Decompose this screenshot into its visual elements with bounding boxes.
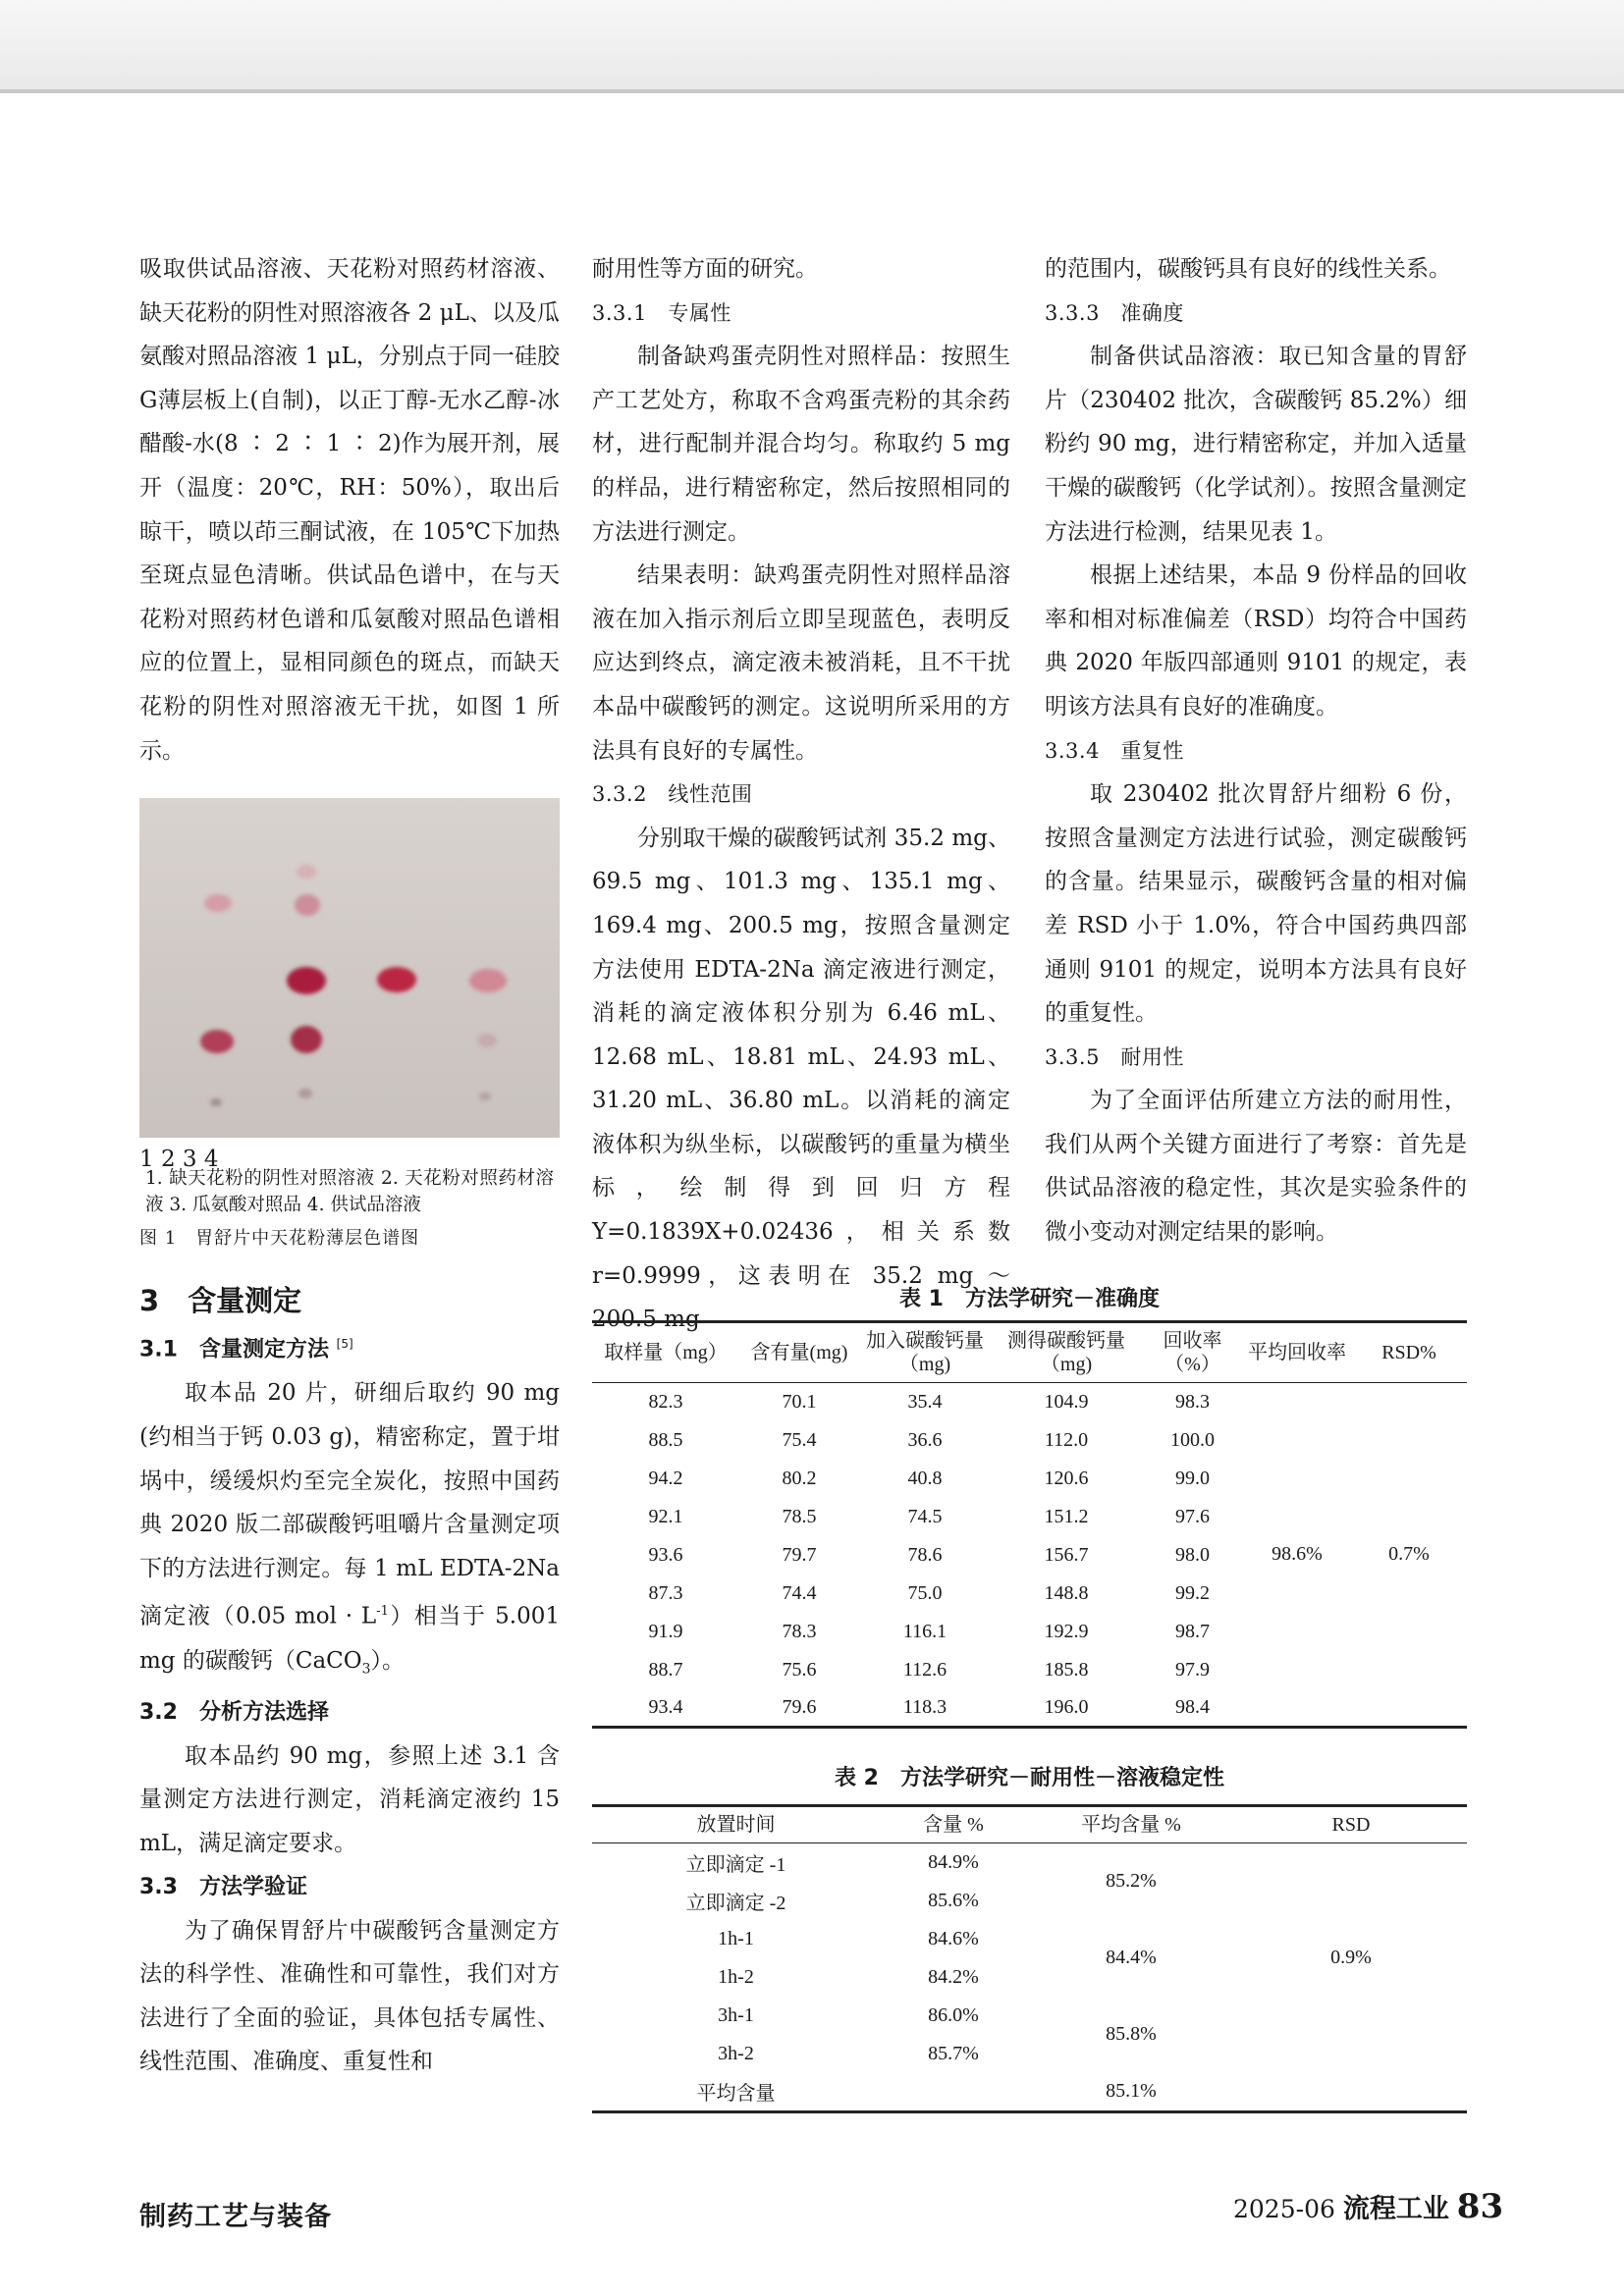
paragraph-specificity-result: 结果表明：缺鸡蛋壳阴性对照样品溶液在加入指示剂后立即呈现蓝色，表明反应达到终点，滴定液未被消耗，且不干扰本品中碳酸钙的测定。这说明所采用的方法具有良好的专属性。 (592, 562, 1010, 764)
paragraph-continued: 的范围内，碳酸钙具有良好的线性关系。 (1045, 256, 1451, 282)
paragraph-tlc-method: 吸取供试品溶液、天花粉对照药材溶液、缺天花粉的阴性对照溶液各 2 μL、以及瓜氨酸对照品溶液 1 μL，分别点于同一硅胶G薄层板上(自制)，以正丁醇-无水乙醇-冰醋酸-水(8 ∶ 2 ∶ 1 ∶ 2)作为展开剂，展开（温度：20℃，RH：50%），取出后晾干，喷以茚三酮试液，在 105℃下加热至斑点显色清晰。供试品色谱中，在与天花粉对照药材色谱和瓜氨酸对照品色谱相应的位置上，显相同颜色的斑点，而缺天花粉的阴性对照溶液无干扰，如图 1 所示。 (139, 256, 560, 764)
table-cell: 192.9 (1044, 1620, 1089, 1642)
paragraph-accuracy-prep: 制备供试品溶液：取已知含量的胃舒片（230402 批次，含碳酸钙 85.2%）细粉约 90 mg，进行精密称定，并加入适量干燥的碳酸钙（化学试剂）。按照含量测定方法进行检测，结果见表 1。 (1045, 344, 1467, 545)
subsection-heading-3-3: 3.3 方法学验证 (139, 1874, 307, 1899)
footer-journal-info (1233, 2187, 1503, 2226)
table-cell: 立即滴定 -1 (685, 1853, 786, 1876)
table-header-cell: 测得碳酸钙量（mg) (1007, 1330, 1125, 1375)
table-cell: 156.7 (1044, 1543, 1089, 1566)
table-cell: 84.6% (928, 1927, 979, 1949)
table-cell: 78.5 (782, 1505, 817, 1527)
table-cell: 185.8 (1044, 1658, 1089, 1681)
paragraph-continued: 耐用性等方面的研究。 (592, 256, 818, 282)
table-cell: 104.9 (1044, 1390, 1089, 1413)
table-header-cell: 加入碳酸钙量（mg) (866, 1330, 984, 1375)
table-cell: 88.5 (648, 1428, 683, 1451)
table-cell: 87.3 (648, 1581, 683, 1604)
paragraph-3-2: 取本品约 90 mg，参照上述 3.1 含量测定方法进行测定，消耗滴定液约 15 mL，满足滴定要求。 (139, 1742, 560, 1857)
table-cell: 94.2 (648, 1467, 683, 1489)
table-cell: 92.1 (648, 1505, 683, 1527)
subsection-heading-3-3-2: 3.3.2 线性范围 (592, 782, 753, 807)
total-label-cell: 平均含量 (696, 2083, 776, 2106)
table-cell: 99.0 (1175, 1467, 1210, 1489)
table-header-cell: 取样量（mg） (604, 1342, 728, 1363)
table-cell: 85.6% (928, 1889, 979, 1911)
table-header-cell: RSD% (1381, 1342, 1436, 1363)
table-cell: 118.3 (902, 1695, 947, 1718)
subsection-heading-3-3-3: 3.3.3 准确度 (1045, 300, 1184, 325)
lane-label: 2 (160, 1147, 176, 1173)
table-cell: 79.6 (782, 1695, 817, 1718)
table-header-cell: 平均回收率 (1248, 1342, 1346, 1363)
tlc-plate-image (139, 798, 560, 1138)
tlc-lane-numbers (139, 1138, 560, 1173)
table-cell: 116.1 (902, 1620, 947, 1642)
left-column (139, 247, 560, 2084)
table-cell: 86.0% (928, 2003, 979, 2026)
page-top-band (0, 0, 1624, 93)
lane-label: 3 (182, 1147, 197, 1173)
table-cell: 40.8 (907, 1467, 943, 1489)
table-cell: 35.4 (907, 1390, 943, 1413)
table-header-cell: RSD (1331, 1814, 1371, 1836)
table-cell: 79.7 (782, 1543, 817, 1566)
table-cell: 99.2 (1175, 1581, 1210, 1604)
average-content-cell: 85.8% (1106, 2023, 1157, 2045)
table-cell: 82.3 (648, 1390, 683, 1413)
table-cell: 36.6 (907, 1428, 943, 1451)
paragraph-linearity: 分别取干燥的碳酸钙试剂 35.2 mg、69.5 mg、101.3 mg、135.1 mg、169.4 mg、200.5 mg，按照含量测定方法使用 EDTA-2Na 滴定液进行测定，消耗的滴定液体积分别为 6.46 mL、12.68 mL、18.81 mL、24.93 mL、31.20 mL、36.80 mL。以消耗的滴定液体积为纵坐标，以碳酸钙的重量为横坐标，绘制得到回归方程 Y=0.1839X+0.02436，相关系数 r=0.9999，这表明在 35.2 mg ～ 200.5 mg (592, 825, 1010, 1333)
table-cell: 84.9% (928, 1850, 979, 1873)
table-cell: 75.0 (907, 1581, 943, 1604)
table-cell: 1h-2 (718, 1965, 754, 1988)
table-cell: 78.3 (782, 1620, 817, 1642)
table-cell: 151.2 (1044, 1505, 1089, 1527)
table-cell: 97.9 (1175, 1658, 1210, 1681)
figure-caption: 图 1 胃舒片中天花粉薄层色谱图 (139, 1228, 420, 1250)
lane-label: 1 (139, 1147, 154, 1173)
table-cell: 91.9 (648, 1620, 683, 1642)
table-cell: 112.6 (902, 1658, 947, 1681)
table-header-cell: 放置时间 (696, 1814, 776, 1836)
table-cell: 75.6 (782, 1658, 817, 1681)
table-2-stability (592, 1804, 1467, 2113)
subsection-heading-3-3-5: 3.3.5 耐用性 (1045, 1044, 1184, 1069)
table-cell: 93.4 (648, 1695, 683, 1718)
paragraph-3-1: 取本品 20 片，研细后取约 90 mg (约相当于钙 0.03 g)，精密称定，置于坩埚中，缓缓炽灼至完全炭化，按照中国药典 2020 版二部碳酸钙咀嚼片含量测定项下的方法进行测定。每 1 mL EDTA-2Na 滴定液（0.05 mol · $L^{-1}$）相当于 5.001 mg 的碳酸钙（CaCO$_3$）。 (139, 1380, 560, 1678)
table-cell: 80.2 (782, 1467, 817, 1489)
table-cell: 85.7% (928, 2042, 979, 2064)
paragraph-robustness: 为了全面评估所建立方法的耐用性，我们从两个关键方面进行了考察：首先是供试品溶液的稳定性，其次是实验条件的微小变动对测定结果的影响。 (1045, 1088, 1467, 1246)
table-cell: 3h-2 (718, 2042, 754, 2064)
table-cell: 88.7 (648, 1658, 683, 1681)
table-header-cell: 平均含量 % (1081, 1814, 1181, 1836)
subsection-heading-3-3-1: 3.3.1 专属性 (592, 300, 731, 325)
paragraph-repeatability: 取 230402 批次胃舒片细粉 6 份，按照含量测定方法进行试验，测定碳酸钙的含量。结果显示，碳酸钙含量的相对偏差 RSD 小于 1.0%，符合中国药典四部通则 9101 的规定，说明本方法具有良好的重复性。 (1045, 781, 1467, 1027)
paragraph-3-3: 为了确保胃舒片中碳酸钙含量测定方法的科学性、准确性和可靠性，我们对方法进行了全面的验证，具体包括专属性、线性范围、准确度、重复性和 (139, 1917, 560, 2075)
table-cell: 97.6 (1175, 1505, 1210, 1527)
table-1-title: 表 1 方法学研究－准确度 (899, 1287, 1160, 1311)
table-cell: 93.6 (648, 1543, 683, 1566)
table-cell: 100.0 (1170, 1428, 1215, 1451)
table-header-cell: 含量 % (923, 1814, 984, 1836)
table-cell: 112.0 (1044, 1428, 1089, 1451)
table-cell: 98.0 (1175, 1543, 1210, 1566)
table-header-row (592, 1806, 1467, 1843)
section-heading-3: 3 含量测定 (139, 1284, 302, 1318)
total-value-cell: 85.1% (1106, 2080, 1157, 2103)
rsd-cell: 0.7% (1388, 1543, 1430, 1565)
subsection-heading-3-3-4: 3.3.4 重复性 (1045, 738, 1184, 763)
table-cell: 98.7 (1175, 1620, 1210, 1642)
paragraph-specificity-prep: 制备缺鸡蛋壳阴性对照样品：按照生产工艺处方，称取不含鸡蛋壳粉的其余药材，进行配制并混合均匀。称取约 5 mg 的样品，进行精密称定，然后按照相同的方法进行测定。 (592, 344, 1010, 545)
table-cell: 74.4 (782, 1581, 817, 1604)
table-cell: 84.2% (928, 1965, 979, 1988)
middle-column (592, 247, 1010, 1342)
table-header-cell: 回收率（%） (1163, 1330, 1222, 1375)
table-cell: 75.4 (782, 1428, 817, 1451)
table-cell: 196.0 (1044, 1695, 1089, 1718)
table-cell: 70.1 (782, 1390, 817, 1413)
subsection-heading-3-2: 3.2 分析方法选择 (139, 1699, 329, 1725)
table-total-row (592, 2073, 1467, 2112)
subsection-heading-3-1: 3.1 含量测定方法 [5] (139, 1337, 353, 1362)
figure-legend: 1. 缺天花粉的阴性对照溶液 2. 天花粉对照药材溶液 3. 瓜氨酸对照品 4. 供试品溶液 (145, 1168, 554, 1216)
table-cell: 1h-1 (718, 1927, 754, 1949)
table-1-accuracy (592, 1320, 1467, 1729)
table-cell: 148.8 (1044, 1581, 1089, 1604)
figure-1 (139, 798, 560, 1259)
table-header-row (592, 1322, 1467, 1383)
table-cell: 78.6 (907, 1543, 943, 1566)
table-header-cell: 含有量(mg) (750, 1342, 848, 1363)
footer-date: 2025-06 (1233, 2195, 1335, 2223)
footer-section-name: 制药工艺与装备 (139, 2202, 332, 2232)
rsd-cell: 0.9% (1330, 1947, 1372, 1969)
table-cell: 120.6 (1044, 1467, 1089, 1489)
table-cell: 74.5 (907, 1505, 943, 1527)
average-content-cell: 85.2% (1106, 1870, 1157, 1893)
average-content-cell: 84.4% (1106, 1947, 1157, 1968)
table-row (592, 1843, 1467, 1882)
table-cell: 98.4 (1175, 1695, 1210, 1718)
paragraph-accuracy-result: 根据上述结果，本品 9 份样品的回收率和相对标准偏差（RSD）均符合中国药典 2020 年版四部通则 9101 的规定，表明该方法具有良好的准确度。 (1045, 562, 1467, 720)
average-recovery-cell: 98.6% (1272, 1543, 1323, 1565)
table-cell: 98.3 (1175, 1390, 1210, 1413)
page-number: 83 (1456, 2187, 1504, 2226)
footer-journal: 流程工业 (1342, 2194, 1449, 2224)
table-cell: 立即滴定 -2 (685, 1892, 786, 1914)
table-cell: 3h-1 (718, 2003, 754, 2026)
lane-label: 4 (203, 1147, 219, 1173)
table-2-title: 表 2 方法学研究－耐用性－溶液稳定性 (835, 1766, 1224, 1790)
right-column (1045, 247, 1467, 1255)
table-row (592, 1383, 1467, 1421)
